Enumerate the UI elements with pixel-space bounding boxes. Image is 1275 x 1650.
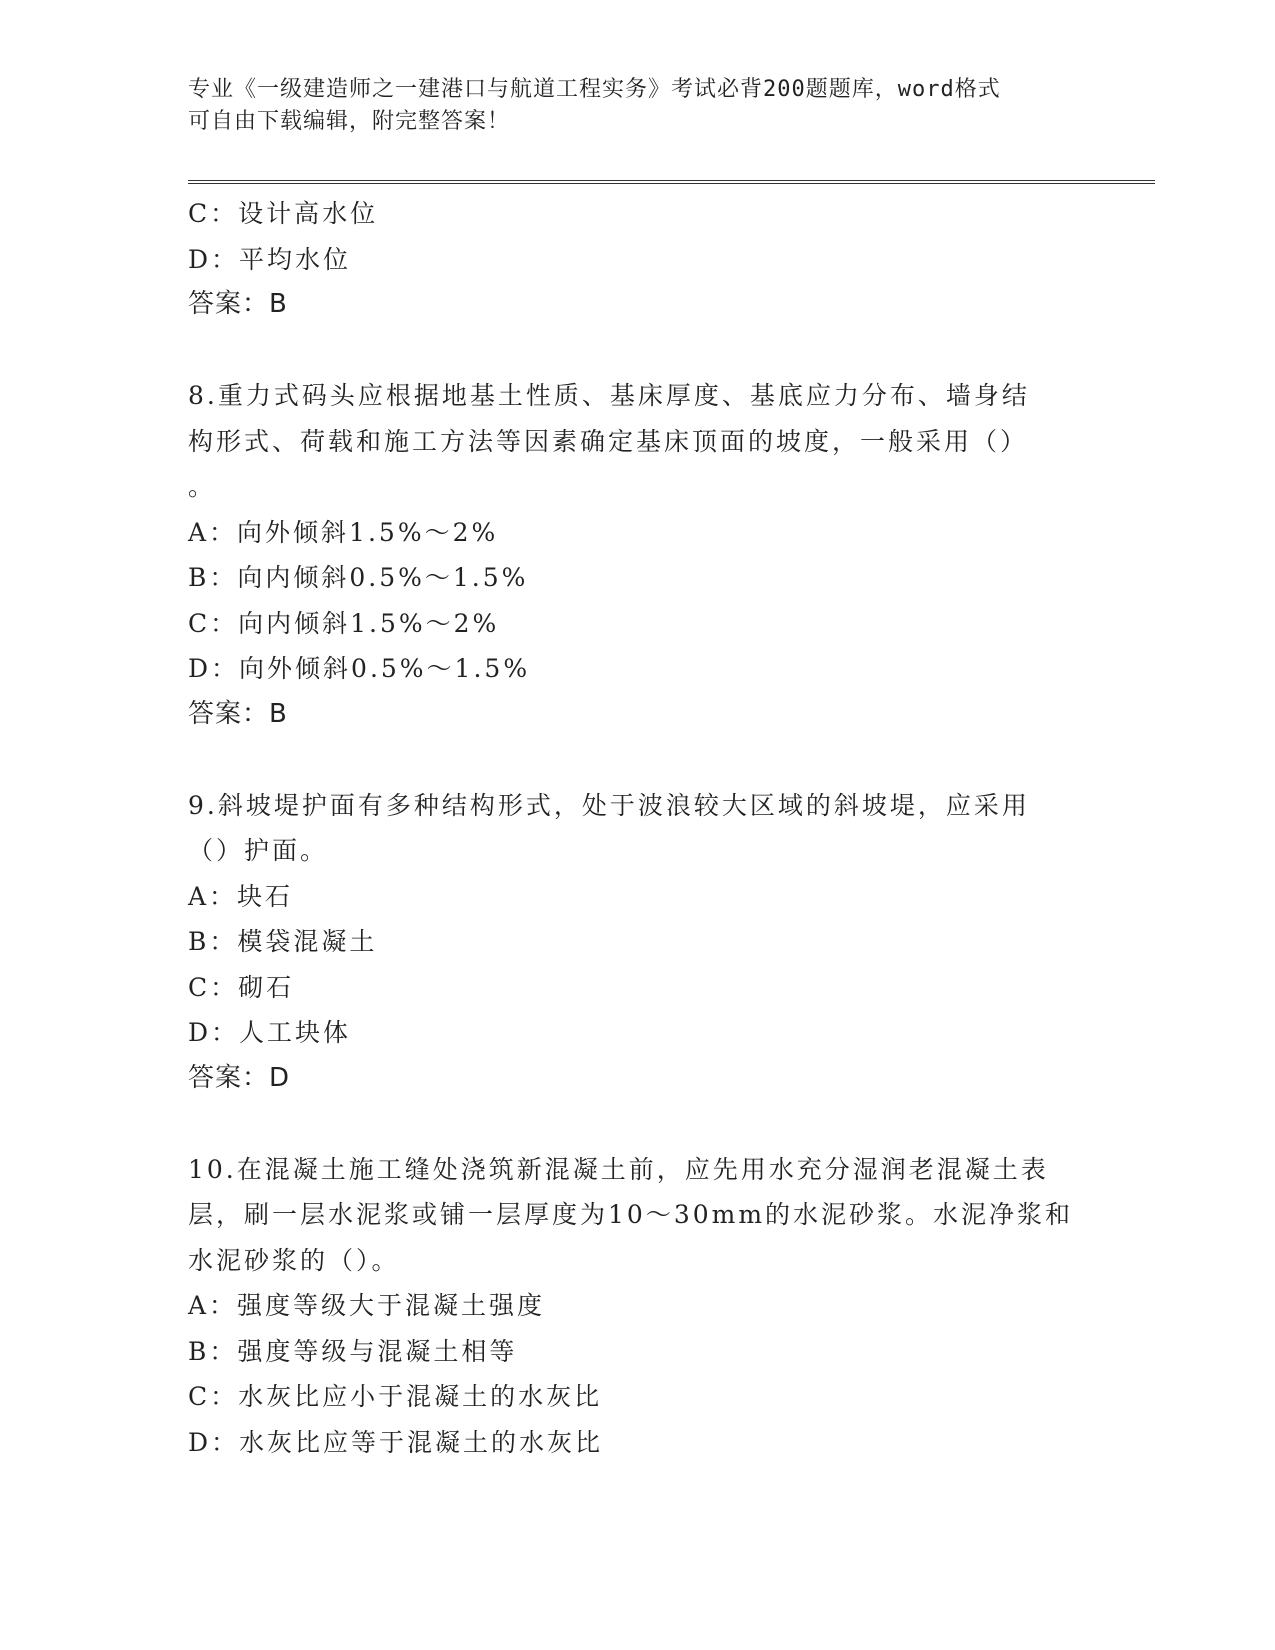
option-d: D：水灰比应等于混凝土的水灰比 <box>188 1427 604 1457</box>
question-text: 水泥砂浆的（）。 <box>188 1245 400 1275</box>
question-text: 9.斜坡堤护面有多种结构形式，处于波浪较大区域的斜坡堤，应采用 <box>188 790 1030 820</box>
option-a: A：块石 <box>188 881 294 911</box>
header-title-line-1: 专业《一级建造师之一建港口与航道工程实务》考试必背200题题库，word格式 <box>188 77 1001 102</box>
question-text: （）护面。 <box>188 836 329 865</box>
option-b: B：模袋混凝土 <box>188 927 378 956</box>
question-text: 层，刷一层水泥浆或铺一层厚度为10～30mm的水泥砂浆。水泥净浆和 <box>188 1200 1074 1229</box>
question-spacer <box>188 328 1088 374</box>
option-c: C：砌石 <box>188 972 295 1002</box>
option-c: C：设计高水位 <box>188 199 379 228</box>
answer-line: 答案：D <box>188 1062 291 1093</box>
question-text: 。 <box>188 472 217 501</box>
question-8 <box>188 373 1088 737</box>
option-a: A：向外倾斜1.5%～2% <box>188 517 499 547</box>
question-spacer <box>188 737 1088 783</box>
header-title-line-2: 可自由下载编辑，附完整答案！ <box>188 109 511 134</box>
option-d: D：平均水位 <box>188 244 352 274</box>
option-a: A：强度等级大于混凝土强度 <box>188 1291 546 1320</box>
answer-line: 答案：B <box>188 289 288 319</box>
option-c: C：水灰比应小于混凝土的水灰比 <box>188 1382 603 1411</box>
question-list <box>188 191 1088 1465</box>
option-b: B：强度等级与混凝土相等 <box>188 1336 518 1366</box>
question-9 <box>188 783 1088 1102</box>
option-b: B：向内倾斜0.5%～1.5% <box>188 563 529 592</box>
question-10 <box>188 1147 1088 1466</box>
question-spacer <box>188 1101 1088 1147</box>
header-divider <box>188 180 1155 184</box>
answer-line: 答案：B <box>188 698 288 729</box>
page-header <box>188 74 1078 138</box>
question-text: 10.在混凝土施工缝处浇筑新混凝土前，应先用水充分湿润老混凝土表 <box>188 1154 1049 1184</box>
option-c: C：向内倾斜1.5%～2% <box>188 608 500 638</box>
question-text: 8.重力式码头应根据地基土性质、基床厚度、基底应力分布、墙身结 <box>188 381 1030 410</box>
option-d: D：向外倾斜0.5%～1.5% <box>188 654 531 683</box>
question-text: 构形式、荷载和施工方法等因素确定基床顶面的坡度，一般采用（） <box>188 426 1029 456</box>
option-d: D：人工块体 <box>188 1018 352 1047</box>
